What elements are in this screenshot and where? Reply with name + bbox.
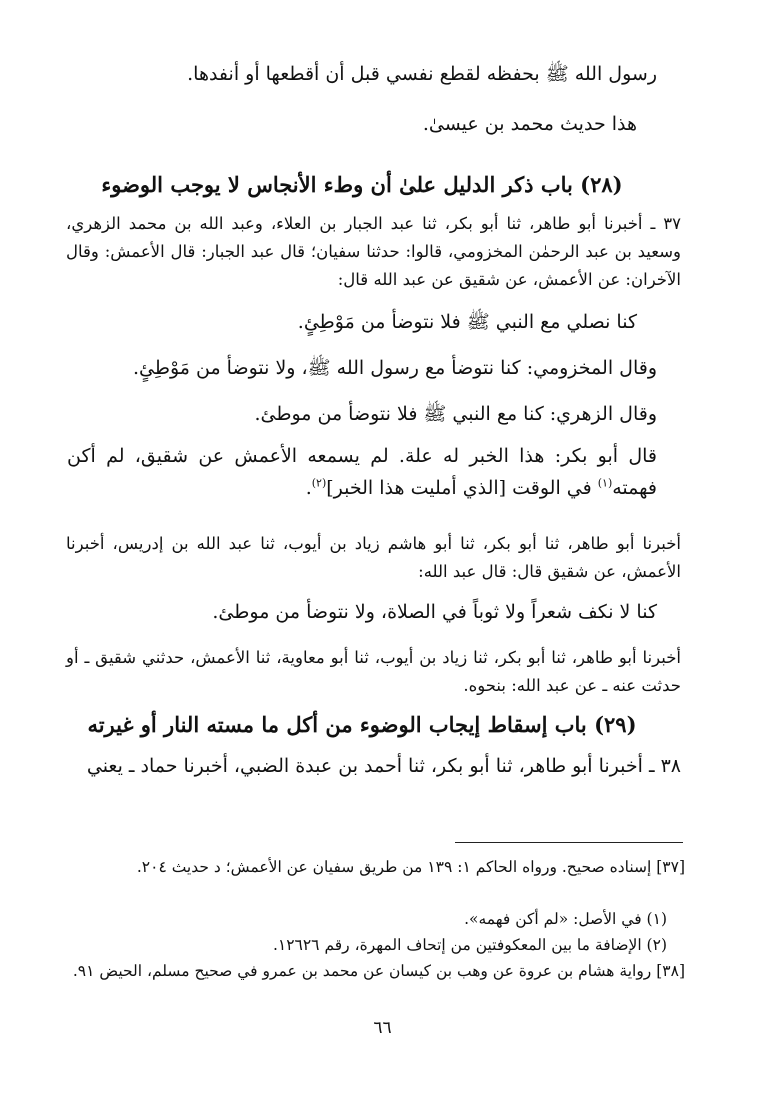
- hadith-38-isnad: ٣٨ ـ أخبرنا أبو طاهر، ثنا أبو بكر، ثنا أحمد بن عبدة الضبي، أخبرنا حماد ـ يعني: [86, 755, 681, 777]
- chapter-heading-29: (٢٩) باب إسقاط إيجاب الوضوء من أكل ما مسته النار أو غيرته: [87, 712, 637, 737]
- matn-3: وقال الزهري: كنا مع النبي ﷺ فلا نتوضأ من موطئ.: [254, 403, 657, 425]
- comment-text-c: .: [305, 477, 312, 499]
- footnote-2: (٢) الإضافة ما بين المعكوفتين من إتحاف المهرة، رقم ١٢٦٢٦.: [272, 936, 667, 954]
- text-line-continuation: رسول الله ﷺ بحفظه لقطع نفسي قبل أن أقطعها أو أنفدها.: [187, 63, 657, 85]
- matn-1: كنا نصلي مع النبي ﷺ فلا نتوضأ من مَوْطِئٍ.: [297, 311, 637, 333]
- hadith-37-isnad: ٣٧ ـ أخبرنا أبو طاهر، ثنا أبو بكر، ثنا عبد الجبار بن العلاء، وعبد الله بن محمد الزهري، وسعيد بن عبد الرحمٰن المخزومي، قالوا: حدثنا سفيان؛ قال عبد الجبار: قال الأعمش: وقال الآخران: عن الأعمش، عن شقيق عن عبد الله قال:: [66, 214, 681, 289]
- footnote-1: (١) في الأصل: «لم أكن فهمه».: [464, 910, 667, 928]
- text-line-attribution: هذا حديث محمد بن عيسىٰ.: [422, 113, 637, 135]
- footnote-ref-1: (١): [597, 476, 613, 490]
- footnote-separator: [455, 842, 683, 843]
- comment-text-a: قال أبو بكر: هذا الخبر له علة. لم يسمعه الأعمش عن شقيق، لم أكن فهمته: [67, 445, 657, 499]
- page-number: ٦٦: [373, 1018, 392, 1038]
- isnad-3: أخبرنا أبو طاهر، ثنا أبو بكر، ثنا زياد بن أيوب، ثنا أبو معاوية، ثنا الأعمش، حدثني شقيق ـ أو حدثت عنه ـ عن عبد الله: بنحوه.: [66, 648, 681, 695]
- comment-text-b: في الوقت [الذي أمليت هذا الخبر]: [326, 477, 598, 499]
- footnote-ref-2: (٢): [311, 476, 327, 490]
- footnote-38: [٣٨] رواية هشام بن عروة عن وهب بن كيسان عن محمد بن عمرو في صحيح مسلم، الحيض ٩١.: [72, 962, 685, 980]
- chapter-heading-28: (٢٨) باب ذكر الدليل علىٰ أن وطء الأنجاس لا يوجب الوضوء: [101, 172, 623, 197]
- isnad-2: أخبرنا أبو طاهر، ثنا أبو بكر، ثنا أبو هاشم زياد بن أيوب، ثنا عبد الله بن إدريس، أخبرنا الأعمش، عن شقيق قال: قال عبد الله:: [66, 534, 681, 581]
- matn-4: كنا لا نكف شعراً ولا ثوباً في الصلاة، ولا نتوضأ من موطئ.: [212, 601, 657, 623]
- footnote-37: [٣٧] إسناده صحيح. ورواه الحاكم ١: ١٣٩ من طريق سفيان عن الأعمش؛ د حديث ٢٠٤.: [136, 858, 685, 876]
- matn-2: وقال المخزومي: كنا نتوضأ مع رسول الله ﷺ، ولا نتوضأ من مَوْطِئٍ.: [132, 357, 657, 379]
- comment-abu-bakr: [67, 440, 657, 504]
